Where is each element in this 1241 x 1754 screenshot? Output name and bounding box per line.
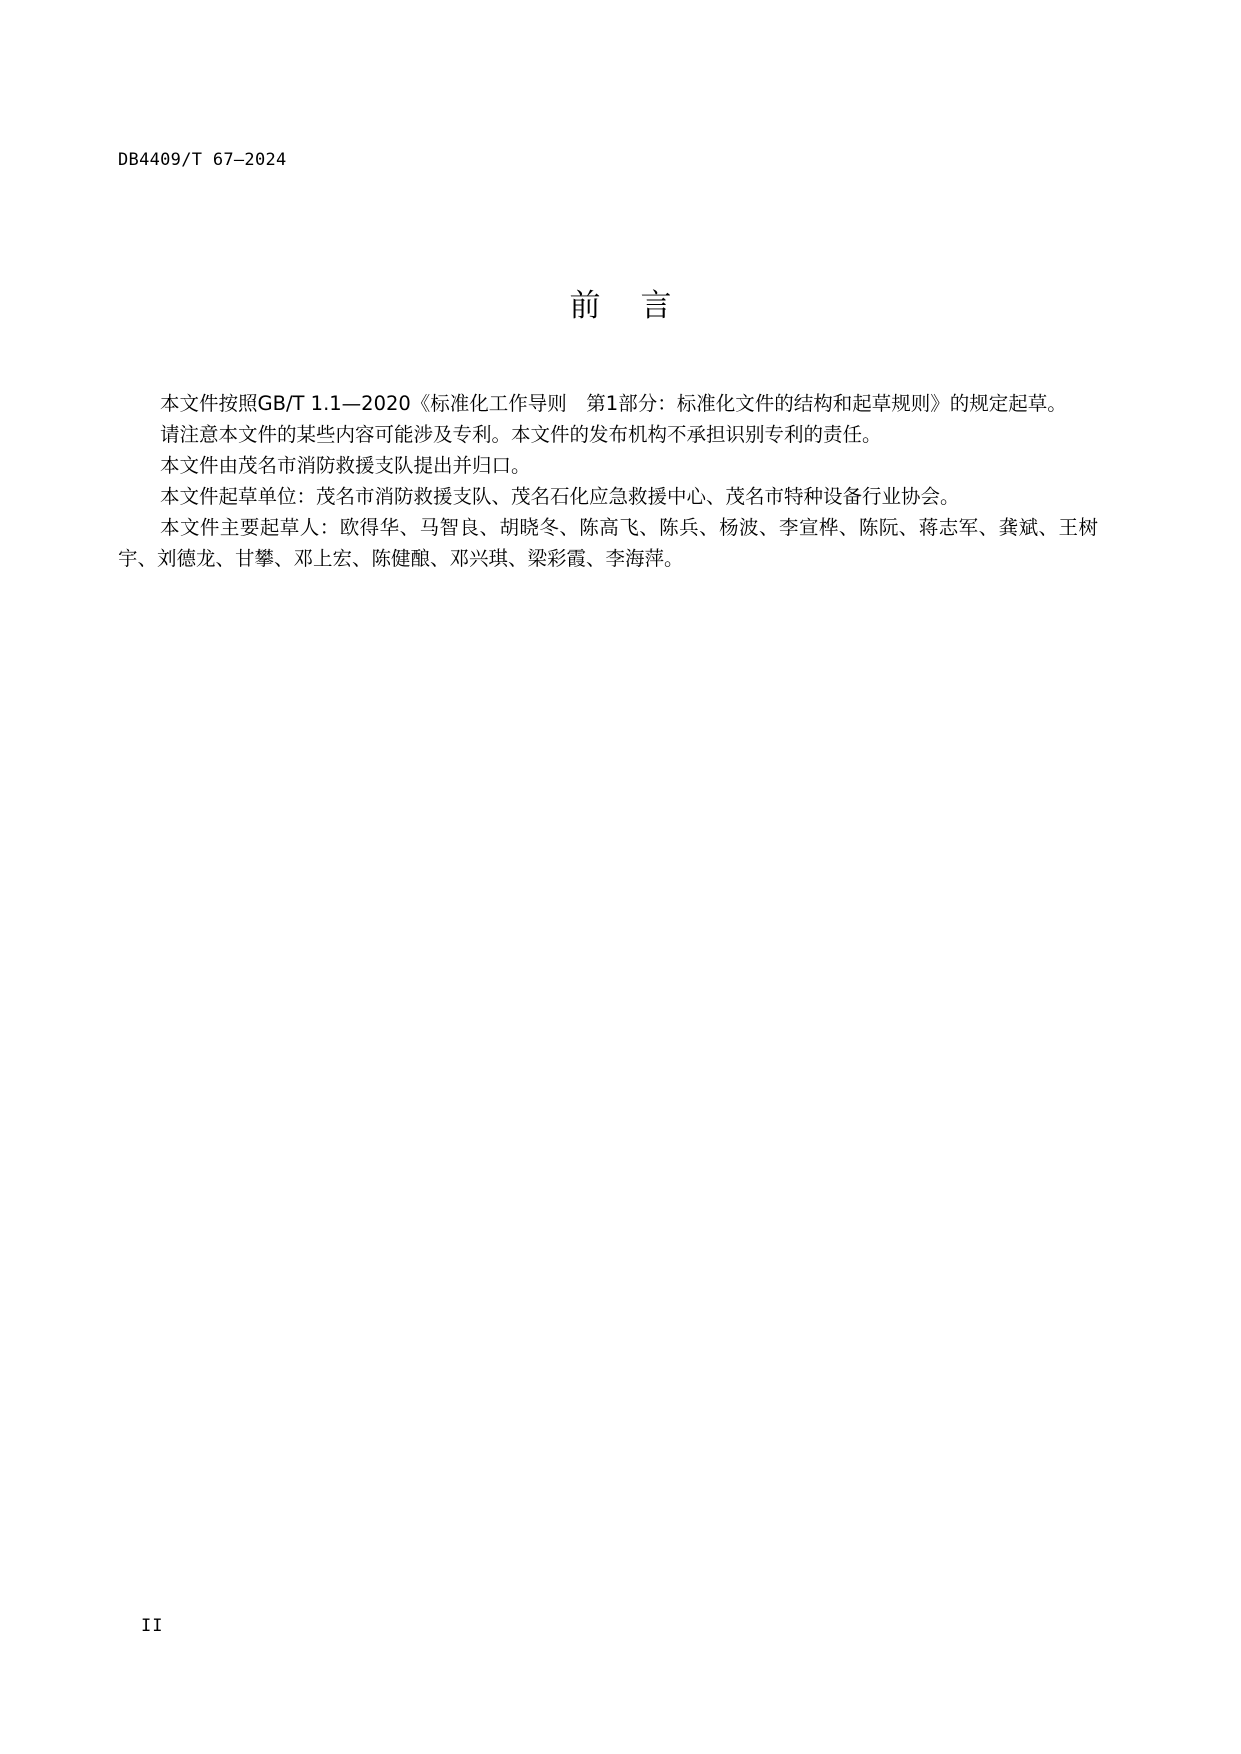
page-title: 前言 (569, 288, 712, 324)
foreword-body (118, 388, 1098, 574)
paragraph-drafting-units: 本文件起草单位：茂名市消防救援支队、茂名石化应急救援中心、茂名市特种设备行业协会。 (160, 485, 960, 508)
paragraph-proposer: 本文件由茂名市消防救援支队提出并归口。 (160, 454, 531, 477)
page-number: II (141, 1616, 164, 1636)
paragraph-drafters: 本文件主要起草人：欧得华、马智良、胡晓冬、陈高飞、陈兵、杨波、李宣桦、陈阮、蒋志军、龚斌、王树宇、刘德龙、甘攀、邓上宏、陈健酿、邓兴琪、梁彩霞、李海萍。 (118, 516, 1098, 570)
paragraph-drafting-basis: 本文件按照GB/T 1.1—2020《标准化工作导则 第1部分：标准化文件的结构和起草规则》的规定起草。 (160, 392, 1067, 415)
document-code: DB4409/T 67—2024 (118, 150, 287, 170)
paragraph-patent-notice: 请注意本文件的某些内容可能涉及专利。本文件的发布机构不承担识别专利的责任。 (160, 423, 882, 446)
